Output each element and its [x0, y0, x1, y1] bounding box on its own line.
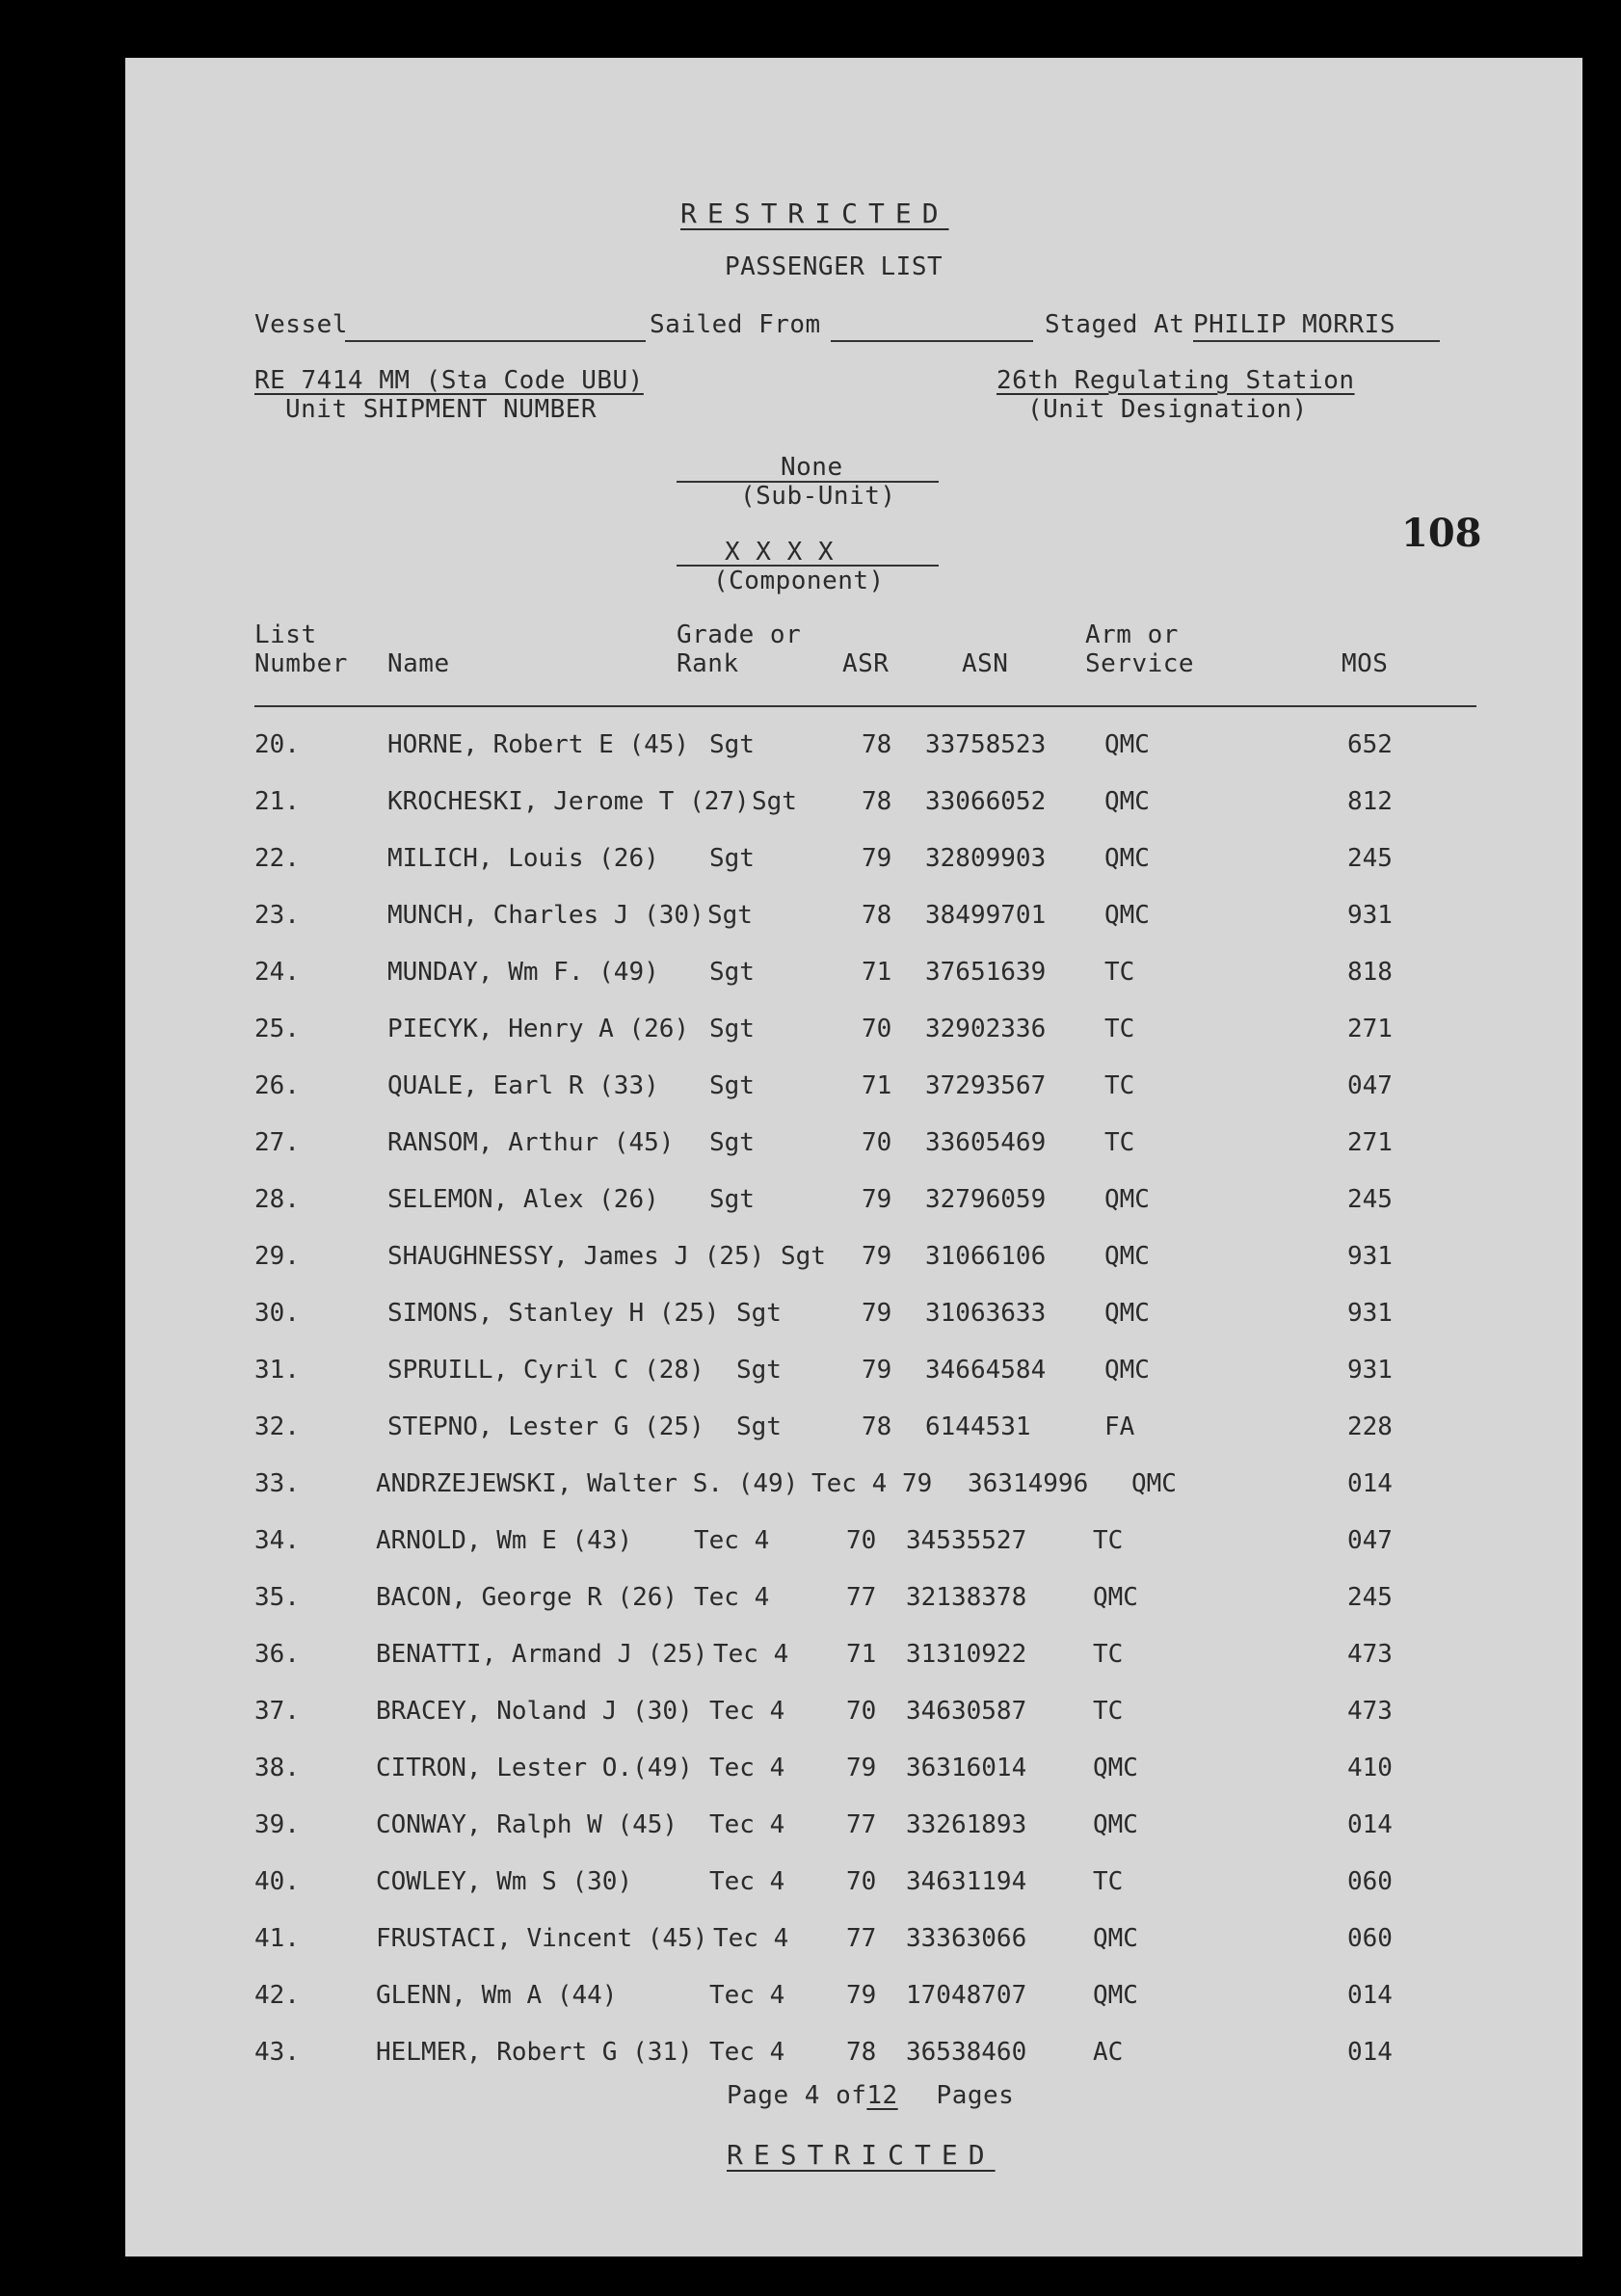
- row-mos: 245: [1347, 1185, 1393, 1214]
- row-mos: 812: [1347, 787, 1393, 816]
- col-asn: ASN: [962, 649, 1009, 678]
- row-asr: 70: [862, 1128, 892, 1157]
- component-value: X X X X: [725, 538, 835, 567]
- row-name: ANDRZEJEWSKI, Walter S. (49): [376, 1469, 799, 1498]
- row-rank: Tec 4: [709, 1697, 785, 1726]
- row-list-number: 36.: [254, 1640, 300, 1669]
- row-name: RANSOM, Arthur (45): [387, 1128, 675, 1157]
- col-arm-line1: Arm or: [1085, 620, 1179, 649]
- row-rank: Tec 4: [713, 1640, 789, 1669]
- row-asr: 79: [862, 1242, 892, 1271]
- page-total: 12: [866, 2081, 898, 2110]
- row-list-number: 22.: [254, 844, 300, 873]
- row-mos: 271: [1347, 1128, 1393, 1157]
- table-row: [125, 1583, 1582, 1622]
- row-arm: QMC: [1093, 1981, 1138, 2010]
- col-grade-line1: Grade or: [677, 620, 802, 649]
- row-rank: Tec 4: [709, 1754, 785, 1782]
- table-row: [125, 1924, 1582, 1963]
- row-asr: 78: [862, 787, 892, 816]
- row-arm: QMC: [1104, 901, 1150, 930]
- row-arm: TC: [1093, 1867, 1124, 1896]
- row-rank: Tec 4: [713, 1924, 789, 1953]
- row-list-number: 26.: [254, 1071, 300, 1100]
- row-asn: 36538460: [906, 2038, 1027, 2067]
- row-asr: 77: [846, 1924, 877, 1953]
- row-asr: 70: [862, 1015, 892, 1043]
- row-list-number: 39.: [254, 1810, 300, 1839]
- table-row: [125, 787, 1582, 826]
- row-arm: TC: [1104, 1128, 1135, 1157]
- row-asn: 33261893: [906, 1810, 1027, 1839]
- row-asr: 70: [846, 1867, 877, 1896]
- table-row: [125, 730, 1582, 769]
- row-asr: 78: [862, 901, 892, 930]
- row-mos: 014: [1347, 1981, 1393, 2010]
- row-asn: 33605469: [925, 1128, 1047, 1157]
- page-suffix: Pages: [936, 2081, 1015, 2110]
- row-list-number: 34.: [254, 1526, 300, 1555]
- row-list-number: 30.: [254, 1299, 300, 1328]
- row-mos: 818: [1347, 958, 1393, 987]
- row-rank: Tec 4: [811, 1469, 888, 1498]
- row-mos: 060: [1347, 1867, 1393, 1896]
- row-arm: QMC: [1104, 1356, 1150, 1385]
- shipment-number-value: RE 7414 MM (Sta Code UBU): [254, 366, 644, 395]
- vessel-blank: [345, 340, 646, 342]
- row-mos: 652: [1347, 730, 1393, 759]
- row-list-number: 27.: [254, 1128, 300, 1157]
- staged-at-label: Staged At: [1045, 310, 1185, 339]
- row-list-number: 41.: [254, 1924, 300, 1953]
- row-rank: Sgt: [709, 1185, 755, 1214]
- row-asn: 33758523: [925, 730, 1047, 759]
- table-row: [125, 1242, 1582, 1280]
- table-row: [125, 1185, 1582, 1224]
- row-arm: FA: [1104, 1412, 1135, 1441]
- row-arm: QMC: [1104, 844, 1150, 873]
- row-name: SIMONS, Stanley H (25): [387, 1299, 720, 1328]
- row-name: MUNDAY, Wm F. (49): [387, 958, 659, 987]
- table-row: [125, 901, 1582, 939]
- row-rank: Sgt: [709, 844, 755, 873]
- row-name: GLENN, Wm A (44): [376, 1981, 618, 2010]
- row-name: BRACEY, Noland J (30): [376, 1697, 693, 1726]
- row-asn: 36314996: [968, 1469, 1089, 1498]
- row-asn: 37651639: [925, 958, 1047, 987]
- row-asr: 71: [862, 1071, 892, 1100]
- row-asn: 31310922: [906, 1640, 1027, 1669]
- row-list-number: 28.: [254, 1185, 300, 1214]
- row-rank: Sgt: [736, 1412, 782, 1441]
- row-asr: 78: [846, 2038, 877, 2067]
- row-mos: 473: [1347, 1640, 1393, 1669]
- table-row: [125, 1526, 1582, 1565]
- row-asn: 32796059: [925, 1185, 1047, 1214]
- row-asr: 71: [862, 958, 892, 987]
- row-mos: 410: [1347, 1754, 1393, 1782]
- table-row: [125, 2038, 1582, 2076]
- row-name: SPRUILL, Cyril C (28): [387, 1356, 704, 1385]
- row-list-number: 20.: [254, 730, 300, 759]
- page-prefix: Page 4 of: [727, 2081, 867, 2110]
- row-asn: 34630587: [906, 1697, 1027, 1726]
- row-rank: Sgt: [709, 1071, 755, 1100]
- row-arm: TC: [1104, 1071, 1135, 1100]
- row-asn: 17048707: [906, 1981, 1027, 2010]
- row-asr: 79: [846, 1754, 877, 1782]
- row-asn: 6144531: [925, 1412, 1031, 1441]
- row-name: QUALE, Earl R (33): [387, 1071, 659, 1100]
- row-list-number: 43.: [254, 2038, 300, 2067]
- row-arm: TC: [1104, 1015, 1135, 1043]
- table-row: [125, 1299, 1582, 1337]
- row-name: HORNE, Robert E (45): [387, 730, 690, 759]
- table-row: [125, 958, 1582, 996]
- header-rule: [254, 705, 1476, 707]
- row-mos: 060: [1347, 1924, 1393, 1953]
- row-list-number: 32.: [254, 1412, 300, 1441]
- table-row: [125, 1754, 1582, 1792]
- row-list-number: 31.: [254, 1356, 300, 1385]
- row-mos: 931: [1347, 901, 1393, 930]
- row-rank: Tec 4: [694, 1526, 770, 1555]
- table-row: [125, 1469, 1582, 1508]
- staged-at-underline: [1193, 340, 1440, 342]
- row-asn: 31063633: [925, 1299, 1047, 1328]
- row-mos: 473: [1347, 1697, 1393, 1726]
- row-arm: QMC: [1093, 1810, 1138, 1839]
- row-rank: Sgt: [709, 730, 755, 759]
- sailed-from-label: Sailed From: [650, 310, 821, 339]
- row-arm: QMC: [1093, 1754, 1138, 1782]
- row-asr: 79: [862, 1185, 892, 1214]
- row-name: BACON, George R (26): [376, 1583, 678, 1612]
- row-name: PIECYK, Henry A (26): [387, 1015, 690, 1043]
- row-name: CONWAY, Ralph W (45): [376, 1810, 678, 1839]
- vessel-label: Vessel: [254, 310, 348, 339]
- row-arm: TC: [1093, 1697, 1124, 1726]
- table-row: [125, 1981, 1582, 2019]
- row-asn: 31066106: [925, 1242, 1047, 1271]
- row-rank: Tec 4: [709, 2038, 785, 2067]
- row-list-number: 40.: [254, 1867, 300, 1896]
- row-arm: TC: [1093, 1526, 1124, 1555]
- col-grade-line2: Rank: [677, 649, 739, 678]
- row-asr: 79: [862, 1299, 892, 1328]
- row-mos: 931: [1347, 1356, 1393, 1385]
- row-asr: 70: [846, 1697, 877, 1726]
- row-mos: 047: [1347, 1526, 1393, 1555]
- row-rank: Tec 4: [709, 1810, 785, 1839]
- row-asr: 70: [846, 1526, 877, 1555]
- row-rank: Sgt: [736, 1299, 782, 1328]
- row-arm: QMC: [1104, 730, 1150, 759]
- sailed-from-blank: [831, 340, 1033, 342]
- table-row: [125, 1356, 1582, 1394]
- row-name: STEPNO, Lester G (25): [387, 1412, 704, 1441]
- col-name: Name: [387, 649, 450, 678]
- row-name: KROCHESKI, Jerome T (27): [387, 787, 750, 816]
- table-row: [125, 1640, 1582, 1678]
- row-asn: 34535527: [906, 1526, 1027, 1555]
- unit-designation-value: 26th Regulating Station: [997, 366, 1355, 395]
- row-name: SHAUGHNESSY, James J (25): [387, 1242, 765, 1271]
- row-rank: Sgt: [707, 901, 753, 930]
- row-name: COWLEY, Wm S (30): [376, 1867, 633, 1896]
- row-arm: QMC: [1093, 1924, 1138, 1953]
- page-indicator: [727, 2081, 1014, 2110]
- table-row: [125, 1697, 1582, 1735]
- row-name: SELEMON, Alex (26): [387, 1185, 659, 1214]
- row-asr: 79: [902, 1469, 933, 1498]
- row-list-number: 25.: [254, 1015, 300, 1043]
- row-asn: 33363066: [906, 1924, 1027, 1953]
- row-rank: Sgt: [709, 1128, 755, 1157]
- row-asn: 32809903: [925, 844, 1047, 873]
- row-asr: 71: [846, 1640, 877, 1669]
- row-name: BENATTI, Armand J (25): [376, 1640, 708, 1669]
- col-arm-line2: Service: [1085, 649, 1195, 678]
- row-mos: 245: [1347, 1583, 1393, 1612]
- row-mos: 047: [1347, 1071, 1393, 1100]
- row-list-number: 35.: [254, 1583, 300, 1612]
- row-name: FRUSTACI, Vincent (45): [376, 1924, 708, 1953]
- row-arm: TC: [1093, 1640, 1124, 1669]
- row-asr: 79: [862, 844, 892, 873]
- row-rank: Tec 4: [709, 1981, 785, 2010]
- col-asr: ASR: [842, 649, 890, 678]
- row-asn: 38499701: [925, 901, 1047, 930]
- row-mos: 014: [1347, 2038, 1393, 2067]
- row-rank: Sgt: [752, 787, 797, 816]
- row-arm: AC: [1093, 2038, 1124, 2067]
- row-arm: QMC: [1104, 1299, 1150, 1328]
- restricted-footer: RESTRICTED: [727, 2139, 996, 2171]
- row-rank: Tec 4: [694, 1583, 770, 1612]
- col-list-number-line1: List: [254, 620, 317, 649]
- row-mos: 271: [1347, 1015, 1393, 1043]
- row-rank: Sgt: [709, 958, 755, 987]
- row-list-number: 33.: [254, 1469, 300, 1498]
- row-list-number: 23.: [254, 901, 300, 930]
- table-row: [125, 1015, 1582, 1053]
- col-list-number-line2: Number: [254, 649, 348, 678]
- unit-designation-label: (Unit Designation): [1027, 395, 1308, 424]
- row-mos: 014: [1347, 1810, 1393, 1839]
- row-asn: 32138378: [906, 1583, 1027, 1612]
- row-mos: 931: [1347, 1242, 1393, 1271]
- sub-unit-value: None: [781, 453, 843, 482]
- row-arm: QMC: [1104, 787, 1150, 816]
- row-list-number: 37.: [254, 1697, 300, 1726]
- row-list-number: 42.: [254, 1981, 300, 2010]
- row-mos: 014: [1347, 1469, 1393, 1498]
- table-row: [125, 1810, 1582, 1849]
- row-asn: 34631194: [906, 1867, 1027, 1896]
- staged-at-value: PHILIP MORRIS: [1193, 310, 1395, 339]
- shipment-number-label: Unit SHIPMENT NUMBER: [285, 395, 598, 424]
- row-rank: Sgt: [781, 1242, 826, 1271]
- component-label: (Component): [713, 567, 885, 595]
- row-arm: QMC: [1104, 1242, 1150, 1271]
- row-name: ARNOLD, Wm E (43): [376, 1526, 633, 1555]
- row-name: CITRON, Lester O.(49): [376, 1754, 693, 1782]
- table-row: [125, 1412, 1582, 1451]
- row-asn: 37293567: [925, 1071, 1047, 1100]
- row-arm: QMC: [1131, 1469, 1177, 1498]
- row-arm: TC: [1104, 958, 1135, 987]
- col-mos: MOS: [1342, 649, 1389, 678]
- row-asr: 78: [862, 1412, 892, 1441]
- sub-unit-label: (Sub-Unit): [740, 482, 896, 511]
- row-mos: 931: [1347, 1299, 1393, 1328]
- row-asn: 36316014: [906, 1754, 1027, 1782]
- document-title: PASSENGER LIST: [725, 252, 943, 281]
- row-list-number: 38.: [254, 1754, 300, 1782]
- row-name: MUNCH, Charles J (30): [387, 901, 704, 930]
- restricted-heading: RESTRICTED: [680, 198, 949, 229]
- table-row: [125, 1867, 1582, 1906]
- row-asr: 77: [846, 1583, 877, 1612]
- row-asr: 77: [846, 1810, 877, 1839]
- row-asn: 34664584: [925, 1356, 1047, 1385]
- row-list-number: 29.: [254, 1242, 300, 1271]
- row-list-number: 21.: [254, 787, 300, 816]
- row-asn: 33066052: [925, 787, 1047, 816]
- row-name: MILICH, Louis (26): [387, 844, 659, 873]
- table-row: [125, 844, 1582, 883]
- table-row: [125, 1071, 1582, 1110]
- document-sheet: [125, 58, 1582, 2256]
- row-rank: Sgt: [736, 1356, 782, 1385]
- row-rank: Tec 4: [709, 1867, 785, 1896]
- row-asr: 79: [862, 1356, 892, 1385]
- row-mos: 228: [1347, 1412, 1393, 1441]
- row-asr: 78: [862, 730, 892, 759]
- row-mos: 245: [1347, 844, 1393, 873]
- row-list-number: 24.: [254, 958, 300, 987]
- row-name: HELMER, Robert G (31): [376, 2038, 693, 2067]
- row-rank: Sgt: [709, 1015, 755, 1043]
- row-arm: QMC: [1093, 1583, 1138, 1612]
- page-stamp-number: 108: [1401, 511, 1482, 556]
- row-arm: QMC: [1104, 1185, 1150, 1214]
- table-row: [125, 1128, 1582, 1167]
- row-asn: 32902336: [925, 1015, 1047, 1043]
- row-asr: 79: [846, 1981, 877, 2010]
